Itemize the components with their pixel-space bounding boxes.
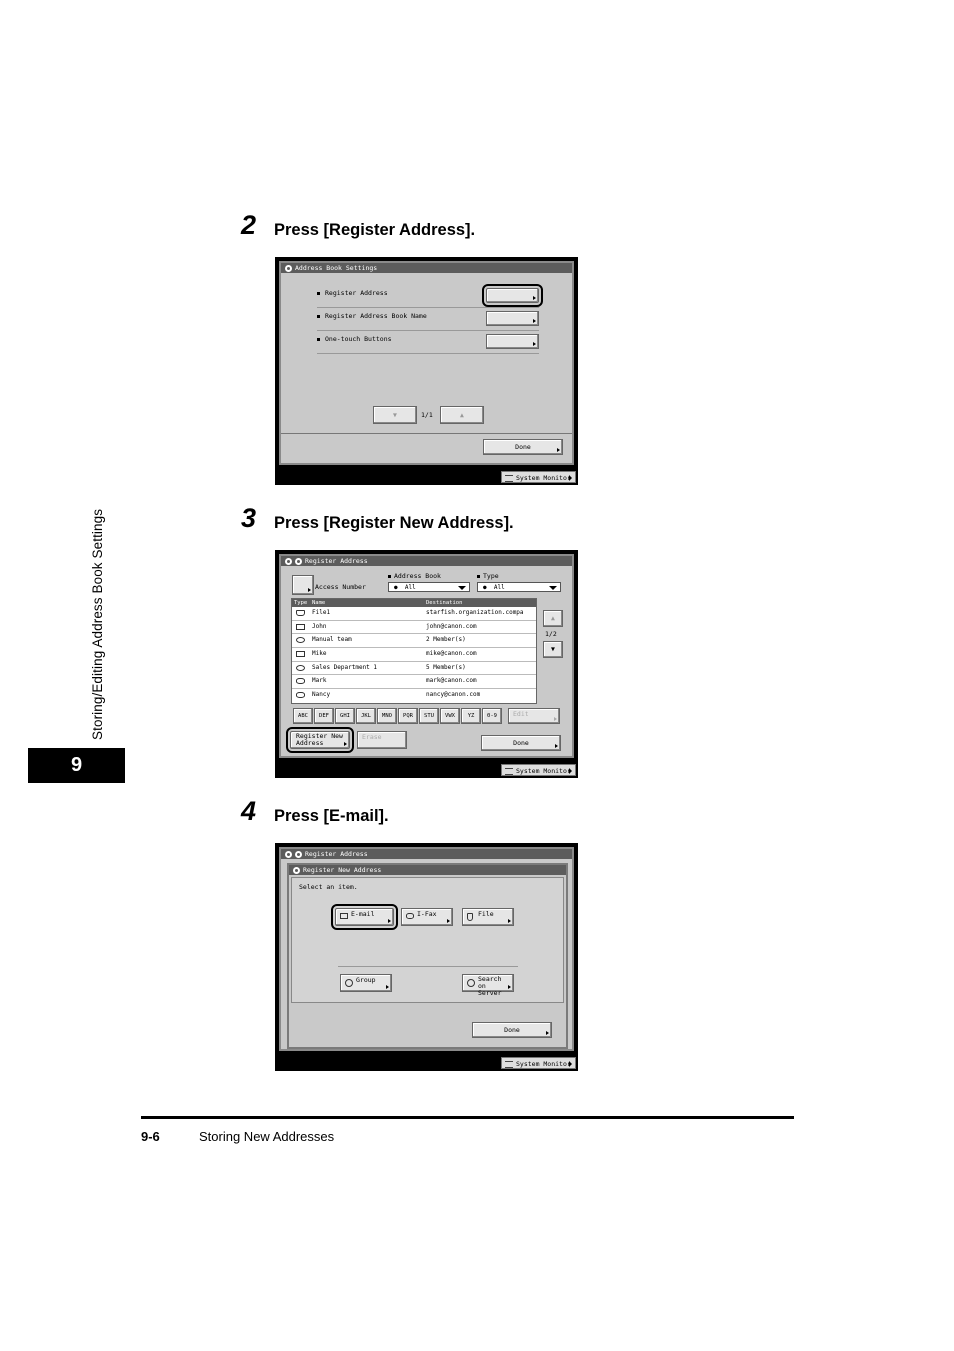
system-monitor-button[interactable]: System Monitor [501,471,576,483]
email-icon [296,624,305,630]
erase-button[interactable]: Erase [357,731,407,749]
email-icon [296,651,305,657]
key-def[interactable]: DEF [314,708,334,724]
arrow-icon [554,717,557,721]
screen-address-book-settings [275,257,578,485]
machine-icon [285,558,292,565]
done-button[interactable]: Done [481,735,561,751]
file-icon [296,610,305,616]
register-address-book-name-button[interactable] [486,311,539,326]
divider [317,330,539,331]
dialog-body [291,877,564,1003]
step-number-2: 2 [241,210,257,240]
arrow-icon [533,319,536,323]
divider [281,433,572,434]
system-monitor-button[interactable]: System Monitor [501,764,576,776]
screen-register-new-address [275,843,578,1071]
register-address-button[interactable] [486,288,539,303]
chevron-down-icon [458,586,466,590]
type-label: Type [477,572,499,580]
table-row[interactable]: Sales Department 1 5 Member(s) [292,662,536,676]
email-button[interactable]: E-mail [335,908,394,926]
arrow-icon [447,919,450,923]
key-stu[interactable]: STU [419,708,439,724]
panel [279,554,574,758]
group-icon [296,637,305,643]
arrow-icon [388,919,391,923]
chevron-down-icon [549,586,557,590]
address-book-icon [293,867,300,874]
address-table [291,598,537,704]
item-one-touch-buttons: One-touch Buttons [317,335,392,343]
step-text-3: Press [Register New Address]. [274,514,514,532]
outer-screen-title: Register Address [305,850,368,858]
group-button[interactable]: Group [340,974,392,992]
key-vwx[interactable]: VWX [440,708,460,724]
step-text-2: Press [Register Address]. [274,221,476,239]
page-up-button[interactable]: ▲ [440,406,484,424]
arrow-icon [569,1061,572,1067]
bullet-icon [317,315,320,318]
done-button[interactable]: Done [483,439,563,455]
arrow-icon [533,296,536,300]
arrow-icon [308,588,311,592]
step-text-4: Press [E-mail]. [274,807,389,825]
ifax-icon [406,913,414,919]
chapter-side-title: Storing/Editing Address Book Settings [90,508,105,740]
bullet-icon [477,575,480,578]
arrow-icon [508,919,511,923]
panel [279,261,574,465]
table-row[interactable]: Mike mike@canon.com [292,648,536,662]
table-header [292,599,536,607]
key-ghi[interactable]: GHI [335,708,355,724]
search-on-server-button[interactable]: Search on Server [462,974,514,992]
column-header-destination: Destination [426,600,463,606]
table-row[interactable]: Manual team 2 Member(s) [292,634,536,648]
titlebar [281,849,572,859]
bullet-icon [317,338,320,341]
search-server-icon [467,979,475,987]
access-number-button[interactable] [292,575,314,595]
panel [279,847,574,1051]
step-number-3: 3 [241,503,257,533]
key-pqr[interactable]: PQR [398,708,418,724]
edit-button[interactable]: Edit [508,708,560,724]
group-icon [345,979,353,987]
file-icon [467,913,473,921]
ifax-button[interactable]: I-Fax [401,908,453,926]
scroll-down-button[interactable]: ▼ [543,641,563,658]
address-book-label: Address Book [388,572,441,580]
item-register-address: Register Address [317,289,388,297]
divider [317,307,539,308]
done-button[interactable]: Done [472,1022,552,1038]
ifax-icon [296,692,305,698]
table-row[interactable]: John john@canon.com [292,621,536,635]
screen-title: Address Book Settings [295,264,378,272]
key-abc[interactable]: ABC [293,708,313,724]
dialog [287,863,568,1049]
table-row[interactable]: Nancy nancy@canon.com [292,689,536,702]
type-select[interactable]: ● All [477,582,561,592]
table-row[interactable]: File1 starfish.organization.compa [292,607,536,621]
arrow-icon [508,985,511,989]
arrow-icon [557,448,560,452]
address-book-select[interactable]: ● All [388,582,470,592]
key-yz[interactable]: YZ [461,708,481,724]
scroll-up-button[interactable]: ▲ [543,610,563,627]
one-touch-buttons-button[interactable] [486,334,539,349]
footer-page-number: 9-6 [141,1129,160,1144]
table-row[interactable]: Mark mark@canon.com [292,675,536,689]
page-indicator: 1/2 [545,630,557,638]
arrow-icon [569,768,572,774]
key-0-9[interactable]: 0-9 [482,708,502,724]
arrow-icon [533,342,536,346]
bullet-icon [317,292,320,295]
arrow-icon [344,742,347,746]
arrow-icon [569,475,572,481]
item-register-address-book-name: Register Address Book Name [317,312,427,320]
page-down-button[interactable]: ▼ [373,406,417,424]
screen-register-address [275,550,578,778]
column-header-name: Name [312,600,326,606]
footer-rule [141,1116,794,1119]
titlebar [281,263,572,273]
access-number-label: Access Number [315,583,366,591]
machine-icon [285,851,292,858]
bullet-icon [388,575,391,578]
dialog-titlebar [289,865,566,875]
ifax-icon [296,678,305,684]
key-mno[interactable]: MNO [377,708,397,724]
register-new-address-button[interactable]: Register New Address [290,731,350,749]
column-header-type: Type [294,600,308,606]
chapter-tab: 9 [28,748,125,783]
arrow-icon [546,1031,549,1035]
prompt-text: Select an item. [299,883,358,891]
dialog-title: Register New Address [303,866,382,874]
key-jkl[interactable]: JKL [356,708,376,724]
screen-title: Register Address [305,557,368,565]
divider [338,966,518,967]
divider [317,353,539,354]
group-icon [296,665,305,671]
arrow-icon [555,744,558,748]
step-number-4: 4 [241,796,257,826]
titlebar [281,556,572,566]
address-book-icon [295,851,302,858]
system-monitor-button[interactable]: System Monitor [501,1057,576,1069]
file-button[interactable]: File [462,908,514,926]
email-icon [340,913,348,919]
page-indicator: 1/1 [421,411,433,419]
machine-icon [285,265,292,272]
arrow-icon [386,985,389,989]
footer-section-title: Storing New Addresses [199,1129,335,1144]
address-book-icon [295,558,302,565]
